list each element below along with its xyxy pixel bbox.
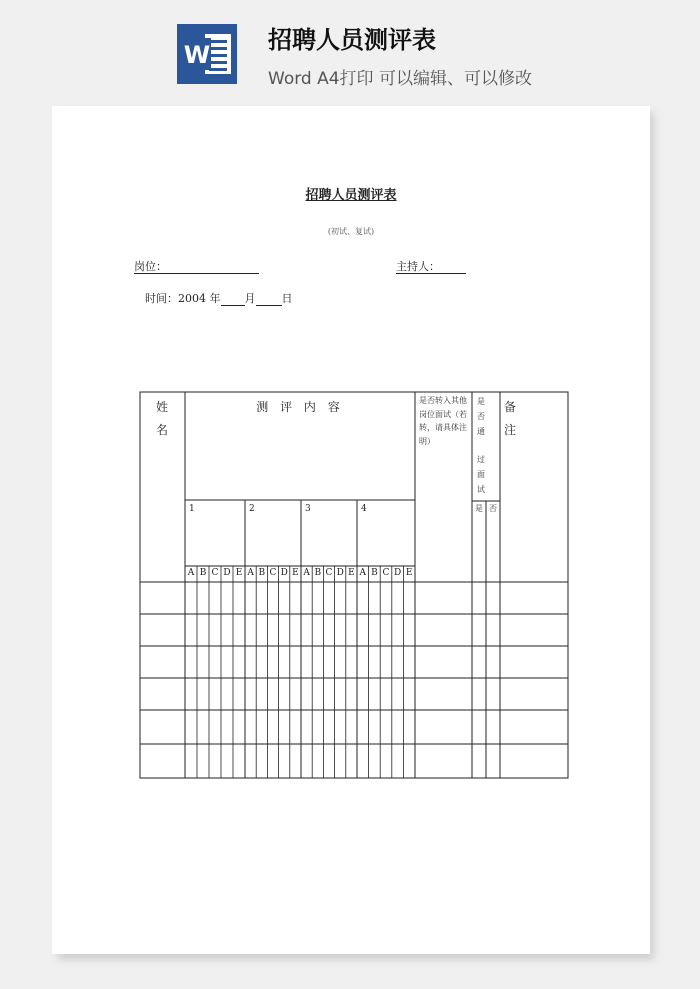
pass-yes: 是 xyxy=(475,504,483,513)
grade-letter-d: D xyxy=(336,568,344,578)
grade-letter-c: C xyxy=(382,568,390,578)
word-icon-letter: W xyxy=(183,41,211,69)
grade-letter-d: D xyxy=(393,568,402,578)
host-label: 主持人： xyxy=(396,260,440,273)
grade-letter-a: A xyxy=(303,568,310,578)
group-label-1: 1 xyxy=(189,504,195,514)
grade-letter-e: E xyxy=(292,568,299,578)
grade-letter-b: B xyxy=(258,568,266,578)
grade-letter-d: D xyxy=(280,568,288,578)
name-char-2: 名 xyxy=(156,422,169,437)
document-title: 招聘人员测评表 xyxy=(305,188,397,203)
grade-letter-a: A xyxy=(359,568,367,578)
grade-letter-b: B xyxy=(314,568,322,578)
grade-letter-c: C xyxy=(211,568,219,578)
group-label-2: 2 xyxy=(249,504,255,514)
name-char-1: 姓 xyxy=(156,400,169,414)
document-subtitle: (初试、复试) xyxy=(327,227,375,236)
evaluation-table-grid xyxy=(52,106,650,954)
grade-letter-c: C xyxy=(269,568,277,578)
position-label: 岗位： xyxy=(134,260,167,273)
remark-char-2: 注 xyxy=(504,422,517,437)
page-header xyxy=(0,0,700,100)
grade-letter-e: E xyxy=(235,568,243,578)
day-label: 日 xyxy=(281,292,293,305)
name-header xyxy=(156,396,168,442)
grade-letter-d: D xyxy=(223,568,231,578)
pass-no: 否 xyxy=(489,504,497,513)
document-page xyxy=(52,106,650,954)
pass-header-bottom: 过面试 xyxy=(477,455,485,495)
grade-letter-a: A xyxy=(187,568,195,578)
word-icon xyxy=(175,22,239,86)
grade-letter-e: E xyxy=(348,568,355,578)
grade-letter-c: C xyxy=(325,568,333,578)
header-subtitle: Word A4打印 可以编辑、可以修改 xyxy=(268,69,532,89)
grade-letter-a: A xyxy=(247,568,254,578)
remark-char-1: 备 xyxy=(504,400,517,414)
header-title: 招聘人员测评表 xyxy=(268,26,436,54)
pass-header-top: 是否通 xyxy=(477,397,485,437)
remark-header xyxy=(504,396,516,442)
time-label: 时间：2004 年 xyxy=(145,292,221,305)
grade-letter-b: B xyxy=(199,568,207,578)
grade-letter-e: E xyxy=(405,568,413,578)
group-label-3: 3 xyxy=(305,504,311,514)
group-label-4: 4 xyxy=(361,504,367,514)
month-label: 月 xyxy=(244,292,256,305)
grade-letter-b: B xyxy=(371,568,378,578)
other-position-header: 是否转入其他岗位面试（若转，请具体注明） xyxy=(419,396,467,446)
content-header: 测 评 内 容 xyxy=(256,400,344,414)
